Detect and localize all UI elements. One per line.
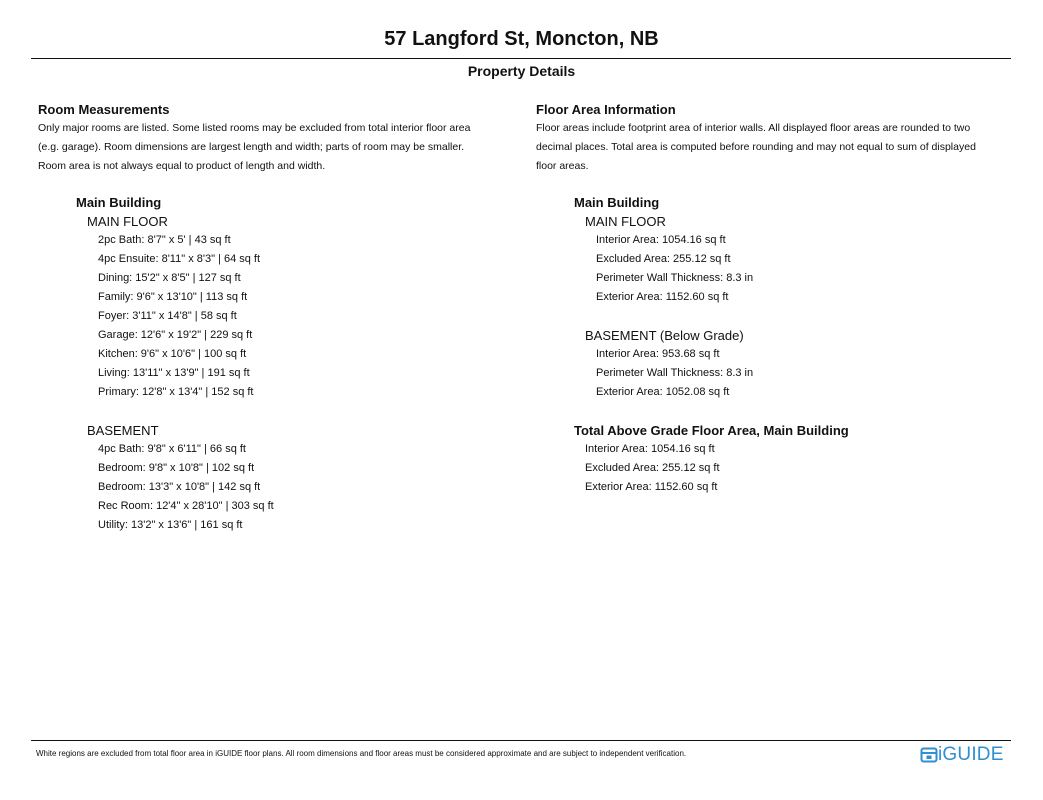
room-floor-basement <box>87 421 518 535</box>
area-item: Excluded Area: 255.12 sq ft <box>596 253 731 265</box>
room-item: Bedroom: 13'3" x 10'8" | 142 sq ft <box>98 481 261 493</box>
note-line: floor areas. <box>536 160 589 172</box>
room-item: Kitchen: 9'6" x 10'6" | 100 sq ft <box>98 348 247 360</box>
floor-name: BASEMENT (Below Grade) <box>585 328 744 343</box>
note-line: Only major rooms are listed. Some listed rooms may be excluded from total interior floor area <box>38 122 471 134</box>
page-title: 57 Langford St, Moncton, NB <box>384 28 659 50</box>
room-measurements-section <box>38 101 518 535</box>
room-item: Garage: 12'6" x 19'2" | 229 sq ft <box>98 329 253 341</box>
building-title: Main Building <box>574 195 660 210</box>
page-subtitle: Property Details <box>467 63 576 79</box>
room-building-block <box>76 193 518 535</box>
floor-name: MAIN FLOOR <box>87 214 168 229</box>
note-line: (e.g. garage). Room dimensions are largest length and width; parts of room may be smaller. <box>38 141 465 153</box>
floor-area-note <box>536 119 1016 176</box>
room-item: Foyer: 3'11" x 14'8" | 58 sq ft <box>98 310 237 322</box>
area-item: Interior Area: 1054.16 sq ft <box>596 234 726 246</box>
area-item: Exterior Area: 1152.60 sq ft <box>596 291 729 303</box>
note-line: Room area is not always equal to product of length and width. <box>38 160 326 172</box>
floor-area-section <box>536 101 1016 497</box>
room-measurements-note <box>38 119 518 176</box>
footer-disclaimer: White regions are excluded from total floor area in iGUIDE floor plans. All room dimensions and floor areas must be considered approximate and are subject to independent verification. <box>36 749 687 758</box>
room-measurements-heading: Room Measurements <box>38 102 170 117</box>
total-area-title: Total Above Grade Floor Area, Main Building <box>574 423 849 438</box>
area-building-block <box>574 193 1016 497</box>
top-divider <box>31 58 1011 59</box>
room-item: 4pc Bath: 9'8" x 6'11" | 66 sq ft <box>98 443 246 455</box>
room-item: 2pc Bath: 8'7" x 5' | 43 sq ft <box>98 234 231 246</box>
area-item: Exterior Area: 1052.08 sq ft <box>596 386 730 398</box>
floor-area-heading: Floor Area Information <box>536 102 676 117</box>
room-item: Bedroom: 9'8" x 10'8" | 102 sq ft <box>98 462 255 474</box>
room-item: Utility: 13'2" x 13'6" | 161 sq ft <box>98 519 243 531</box>
floor-name: BASEMENT <box>87 423 159 438</box>
iguide-logo-icon <box>920 746 938 764</box>
floor-name: MAIN FLOOR <box>585 214 666 229</box>
area-floor-basement <box>585 326 1016 402</box>
area-item: Perimeter Wall Thickness: 8.3 in <box>596 367 754 379</box>
building-title: Main Building <box>76 195 162 210</box>
total-area-item: Exterior Area: 1152.60 sq ft <box>585 481 718 493</box>
note-line: decimal places. Total area is computed before rounding and may not equal to sum of displayed <box>536 141 976 153</box>
bottom-divider <box>31 740 1011 741</box>
area-item: Perimeter Wall Thickness: 8.3 in <box>596 272 754 284</box>
brand-name: iGUIDE <box>938 744 1004 765</box>
total-area-item: Excluded Area: 255.12 sq ft <box>585 462 720 474</box>
room-item: Rec Room: 12'4" x 28'10" | 303 sq ft <box>98 500 274 512</box>
room-item: Living: 13'11" x 13'9" | 191 sq ft <box>98 367 250 379</box>
room-item: Dining: 15'2" x 8'5" | 127 sq ft <box>98 272 241 284</box>
brand-logo <box>920 744 1004 766</box>
area-item: Interior Area: 953.68 sq ft <box>596 348 720 360</box>
room-item: 4pc Ensuite: 8'11" x 8'3" | 64 sq ft <box>98 253 261 265</box>
room-floor-main <box>87 212 518 402</box>
area-floor-main <box>585 212 1016 307</box>
room-item: Family: 9'6" x 13'10" | 113 sq ft <box>98 291 248 303</box>
total-area-item: Interior Area: 1054.16 sq ft <box>585 443 715 455</box>
room-item: Primary: 12'8" x 13'4" | 152 sq ft <box>98 386 254 398</box>
total-area-block <box>574 421 1016 497</box>
note-line: Floor areas include footprint area of interior walls. All displayed floor areas are rounded to two <box>536 122 971 134</box>
